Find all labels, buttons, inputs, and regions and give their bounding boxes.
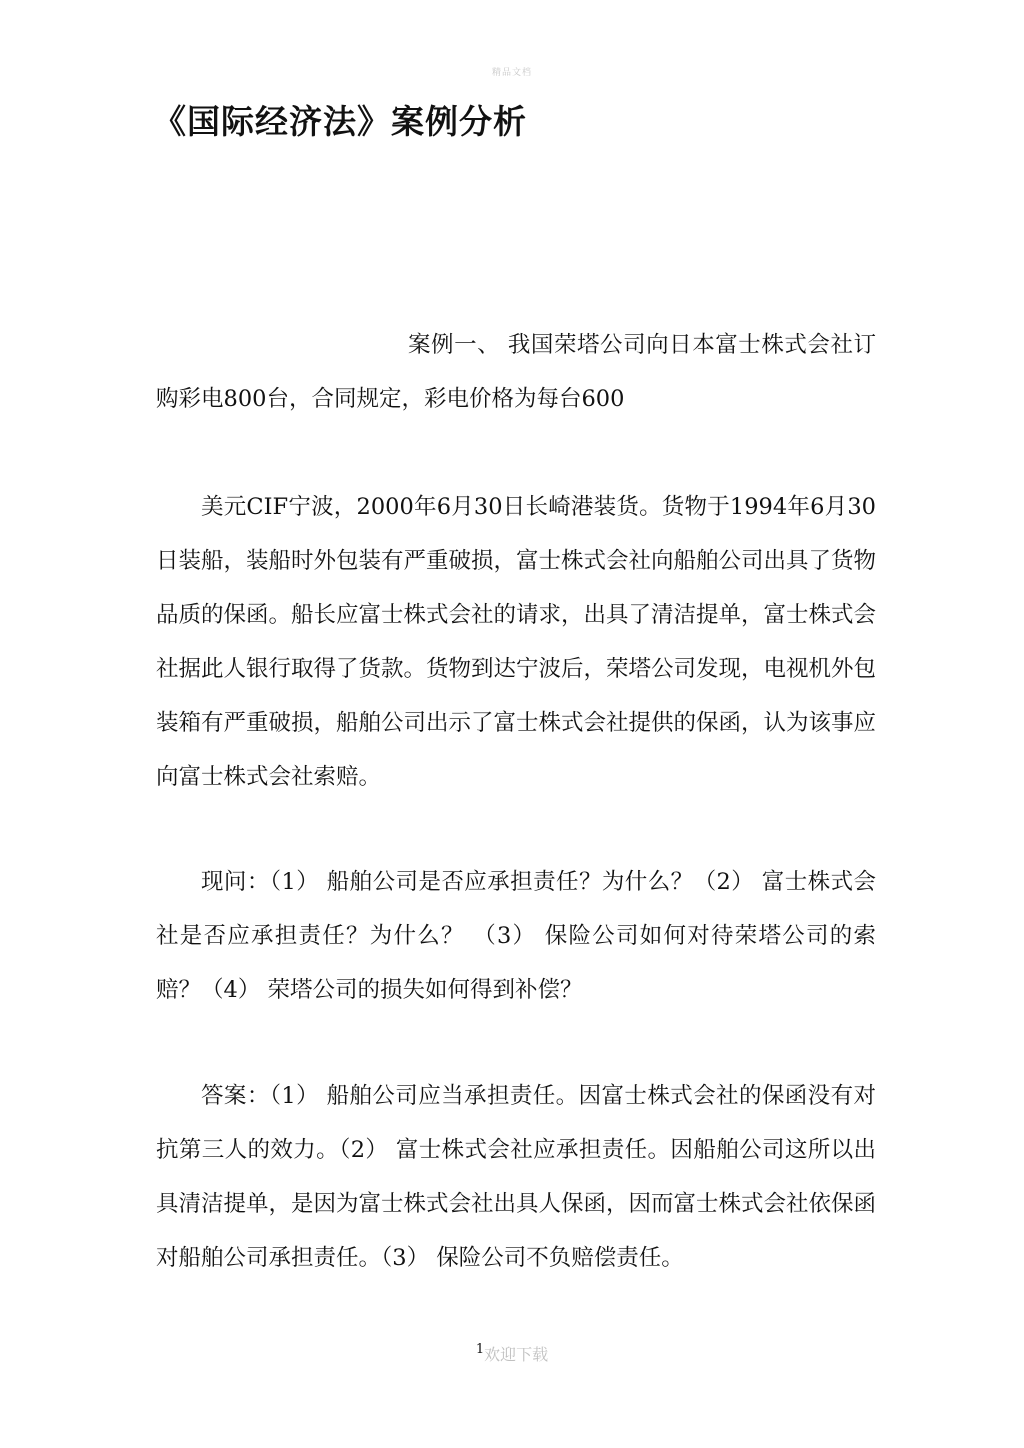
answers-paragraph: 答案：（1） 船舶公司应当承担责任。因富士株式会社的保函没有对抗第三人的效力。（2） 富士株式会社应承担责任。因船舶公司这所以出具清洁提单，是因为富士株式会社出具人保函，因而富士株式会社依保函对船舶公司承担责任。（3） 保险公司不负赔偿责任。: [156, 1083, 877, 1271]
questions-paragraph: 现问：（1） 船舶公司是否应承担责任？为什么？（2） 富士株式会社是否应承担责任？为什么？ （3） 保险公司如何对待荣塔公司的索赔？（4） 荣塔公司的损失如何得到补偿？: [156, 869, 876, 1003]
header-watermark: 精品文档: [491, 68, 532, 78]
page-number: 1: [475, 1342, 485, 1357]
case-body-paragraph: 美元CIF宁波，2000年6月30日长崎港装货。货物于1994年6月30日装船，装船时外包装有严重破损，富士株式会社向船舶公司出具了货物品质的保函。船长应富士株式会社的请求，出具了清洁提单，富士株式会社据此人银行取得了货款。货物到达宁波后，荣塔公司发现，电视机外包装箱有严重破损，船舶公司出示了富士株式会社提供的保函，认为该事应向富士株式会社索赔。: [156, 494, 877, 790]
case-intro-paragraph: 案例一、 我国荣塔公司向日本富士株式会社订购彩电800台，合同规定，彩电价格为每台600: [156, 332, 876, 412]
footer-text: 欢迎下载: [484, 1345, 549, 1364]
page-footer: [0, 1342, 1024, 1365]
document-title: 《国际经济法》案例分析: [153, 102, 527, 141]
